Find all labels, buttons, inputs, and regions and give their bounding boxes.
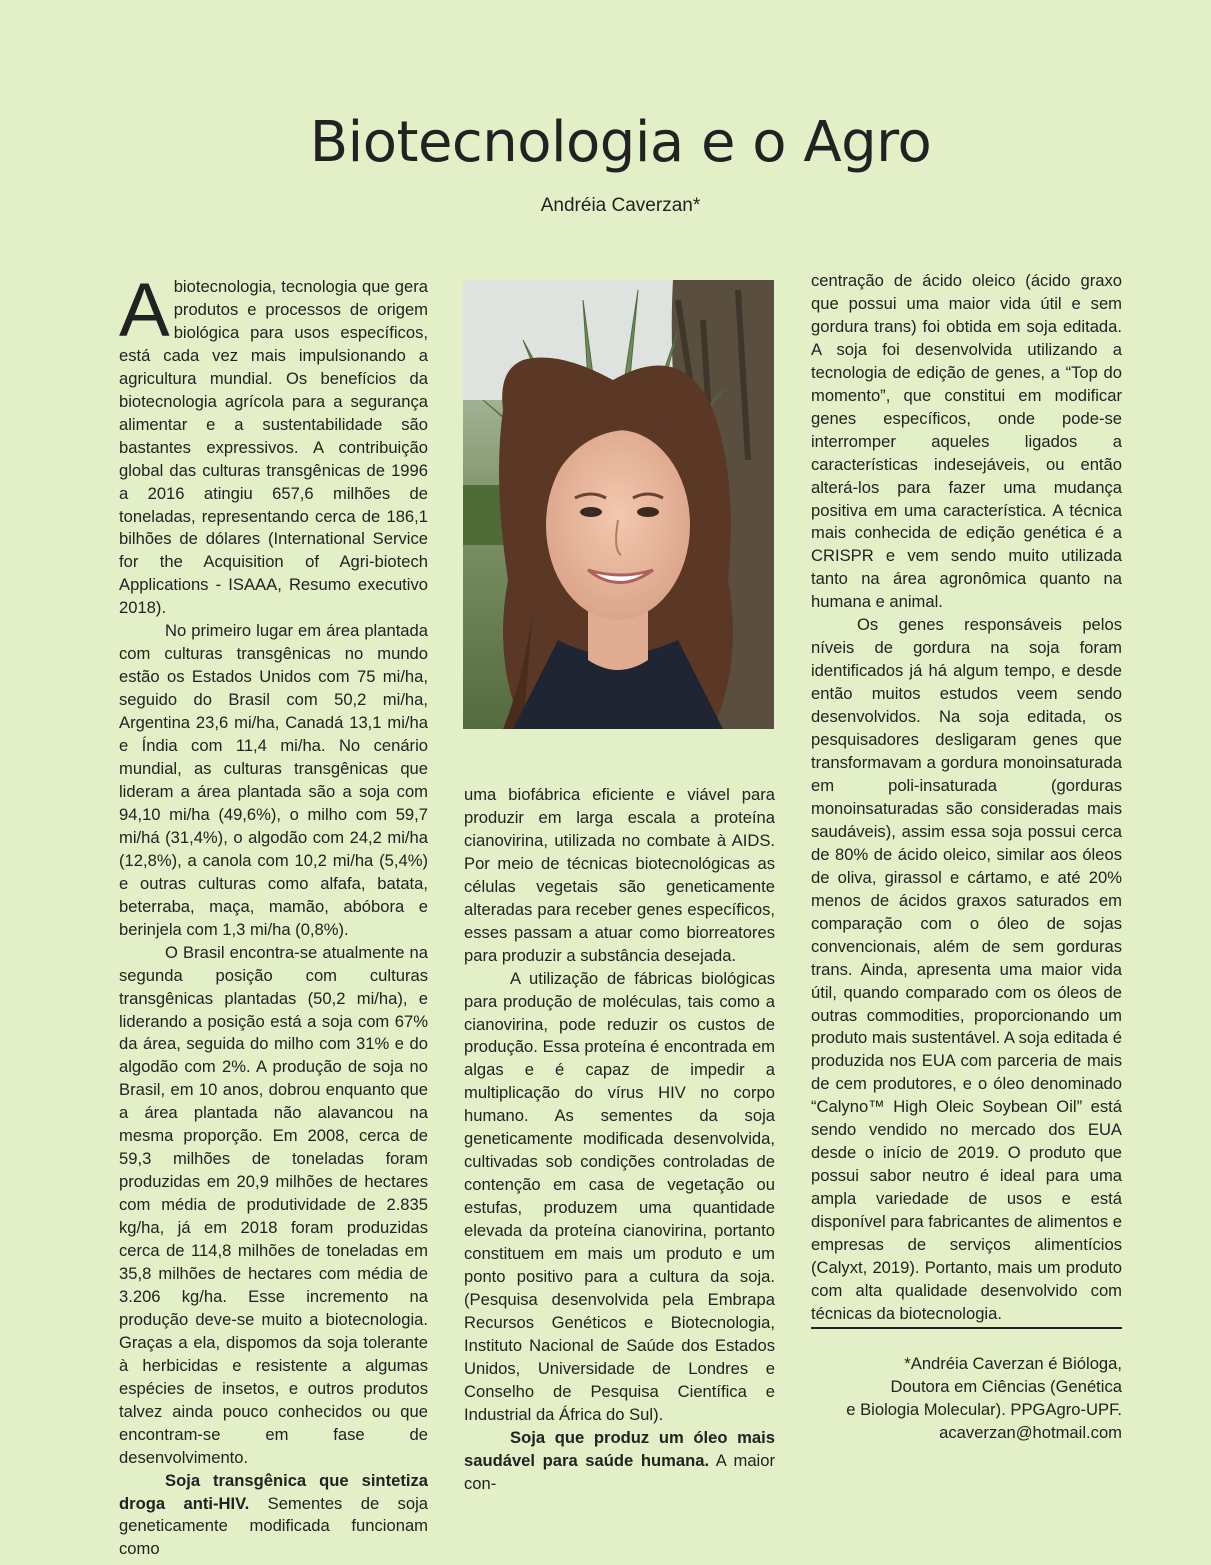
paragraph (464, 1427, 775, 1496)
footnote-line: Doutora em Ciências (Genética (890, 1376, 1122, 1396)
paragraph: centração de ácido oleico (ácido graxo que possui uma maior vida útil e sem gordura trans) foi obtida em soja editada. A soja foi desenvolvida utilizando a tecnologia de edição de genes, a “Top do momento”, que constitui em modificar genes específicos, onde pode-se interromper aqueles ligados a características indesejáveis, ou então alterá-los para fazer uma mudança positiva em uma característica. A técnica mais conhecida de edição genética é a CRISPR e vem sendo muito utilizada tanto na área agronômica quanto na humana e animal. (811, 271, 1122, 612)
article-title: Biotecnologia e o Agro (309, 110, 932, 175)
author-email: acaverzan@hotmail.com (939, 1422, 1122, 1442)
column-3 (811, 270, 1122, 1326)
author-portrait-image (463, 280, 774, 729)
paragraph-text: biotecnologia, tecnologia que gera produtos e processos de origem biológica para usos específicos, está cada vez mais impulsionando a agricultura mundial. Os benefícios da biotecnologia agrícola para a segurança alimentar e a sustentabilidade são bastantes expressivos. A contribuição global das culturas transgênicas de 1996 a 2016 atingiu 657,6 milhões de toneladas, representando cerca de 186,1 bilhões de dólares (International Service for the Acquisition of Agri-biotech Applications - ISAAA, Resumo executivo 2018). (119, 277, 428, 618)
paragraph (119, 1470, 428, 1562)
paragraph: Os genes responsáveis pelos níveis de gordura na soja foram identificados já há algum tempo, e desde então muitos estudos veem sendo desenvolvidos. Na soja editada, os pesquisadores desligaram genes que transformavam a gordura monoinsaturada em poli-insaturada (gorduras monoinsaturadas são consideradas mais saudáveis), assim essa soja possui cerca de 80% de ácido oleico, similar aos óleos de oliva, girassol e cártamo, e até 20% menos de ácidos graxos saturados em comparação com o óleo de sojas convencionais, além de sem gorduras trans. Ainda, apresenta uma maior vida útil, quando comparado com os óleos de outras commodities, proporcionando um produto mais sustentável. A soja editada é produzida nos EUA com parceria de mais de cem produtores, e o óleo denominado “Calyno™ High Oleic Soybean Oil” está sendo vendido no mercado dos EUA desde o início de 2019. O produto que possui sabor neutro é ideal para uma ampla variedade de usos e está disponível para fabricantes de alimentos e empresas de serviços alimentícios (Calyxt, 2019). Portanto, mais um produto com alta qualidade desenvolvido com técnicas da biotecnologia. (811, 615, 1122, 1323)
paragraph: uma biofábrica eficiente e viável para produzir em larga escala a proteína cianovirina, utilizada no combate à AIDS. Por meio de técnicas biotecnológicas as células vegetais são geneticamente alteradas para receber genes específicos, esses passam a atuar como biorreatores para produzir a substância desejada. (464, 785, 775, 965)
paragraph: O Brasil encontra-se atualmente na segunda posição com culturas transgênicas plantadas (50,2 mi/ha), e liderando a posição está a soja com 67% da área, seguida do milho com 31% e do algodão com 2%. A produção de soja no Brasil, em 10 anos, dobrou enquanto que a área plantada não alavancou na mesma proporção. Em 2008, cerca de 59,3 milhões de toneladas foram produzidas em 20,9 milhões de hectares com média de produtividade de 2.835 kg/ha, já em 2018 foram produzidas cerca de 114,8 milhões de toneladas em 35,8 milhões de hectares com média de 3.206 kg/ha. Esse incremento na produção deve-se muito a biotecnologia. Graças a ela, dispomos da soja tolerante à herbicidas e resistente a algumas espécies de insetos, e outros produtos talvez ainda pouco conhecidos ou que encontram-se em fase de desenvolvimento. (119, 942, 428, 1467)
column-2 (464, 784, 775, 1496)
section-heading: Soja transgênica que sintetiza droga anti-HIV. (119, 1470, 428, 1513)
author-photo (463, 280, 774, 729)
author-footnote (811, 1353, 1122, 1445)
section-heading: Soja que produz um óleo mais saudável para saúde humana. (464, 1427, 775, 1470)
paragraph-text: A maior con- (464, 1450, 775, 1493)
paragraph (119, 268, 428, 620)
paragraph: No primeiro lugar em área plantada com culturas transgênicas no mundo estão os Estados Unidos com 75 mi/ha, seguido do Brasil com 50,2 mi/ha, Argentina 23,6 mi/ha, Canadá 13,1 mi/ha e Índia com 11,4 mi/ha. No cenário mundial, as culturas transgênicas que lideram a área plantada são a soja com 94,10 mi/ha (49,6%), o milho com 59,7 mi/há (31,4%), o algodão com 24,2 mi/ha (12,8%), a canola com 10,2 mi/ha (5,4%) e outras culturas como alfafa, batata, beterraba, maça, mamão, abóbora e berinjela com 1,3 mi/ha (0,8%). (119, 621, 428, 939)
column-1 (119, 268, 428, 1561)
paragraph: A utilização de fábricas biológicas para produção de moléculas, tais como a cianovirina, pode reduzir os custos de produção. Essa proteína é encontrada em algas e é capaz de impedir a multiplicação do vírus HIV no corpo humano. As sementes da soja geneticamente modificada desenvolvida, cultivadas sob condições controladas de contenção em casa de vegetação ou estufas, produzem uma quantidade elevada da proteína cianovirina, portanto constituem em mais um produto e um ponto positivo para a cultura da soja. (Pesquisa desenvolvida pela Embrapa Recursos Genéticos e Biotecnologia, Instituto Nacional de Saúde dos Estados Unidos, Universidade de Londres e Conselho de Pesquisa Científica e Industrial da África do Sul). (464, 968, 775, 1424)
footnote-divider (811, 1327, 1122, 1329)
footnote-line: *Andréia Caverzan é Bióloga, (904, 1354, 1122, 1373)
paragraph-text: Sementes de soja geneticamente modificada funcionam como (119, 1493, 428, 1559)
article-author: Andréia Caverzan* (540, 195, 701, 216)
footnote-line: e Biologia Molecular). PPGAgro-UPF. (846, 1399, 1122, 1419)
drop-cap: A (119, 268, 170, 353)
